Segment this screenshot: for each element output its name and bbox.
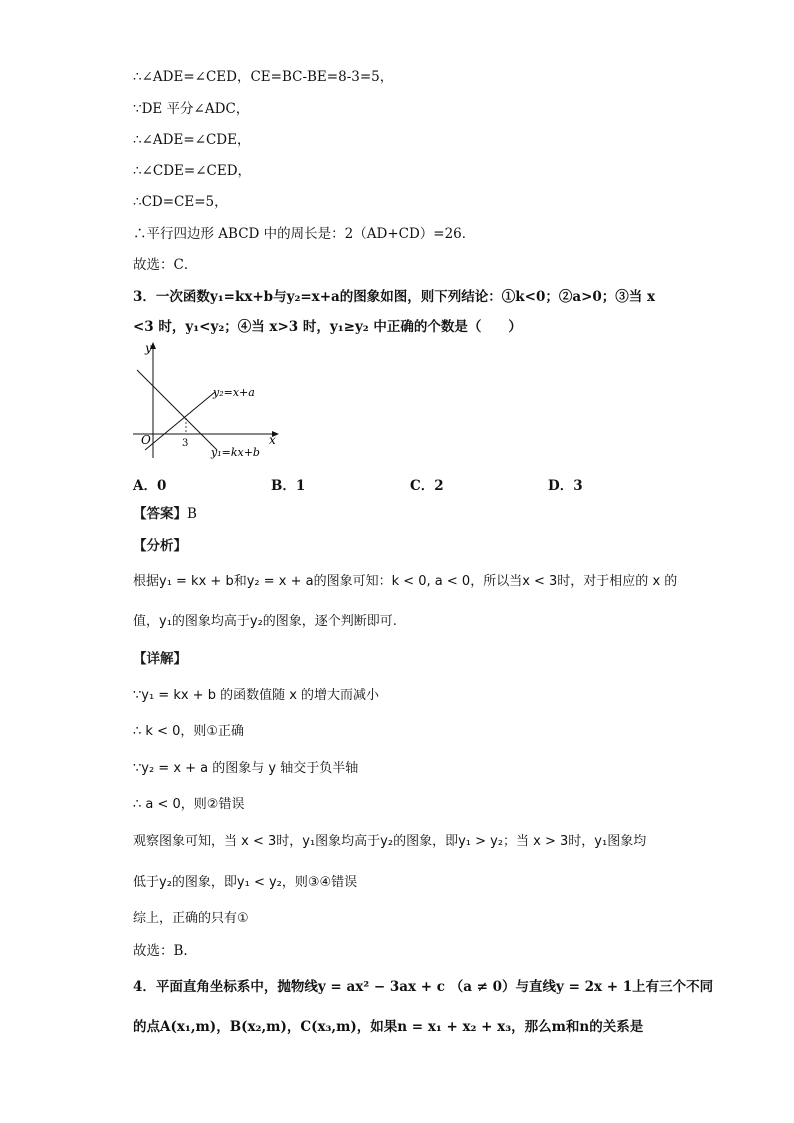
analysis-tag: 【分析】 xyxy=(133,538,187,554)
question-4-stem: 的点A(x₁,m)，B(x₂,m)，C(x₃,m)，如果n = x₁ + x₂ + x₃，那么m和n的关系是 xyxy=(133,1019,644,1035)
detail-line: ∴ a < 0，则②错误 xyxy=(133,797,245,812)
solution-line: ∴∠ADE=∠CED，CE=BC-BE=8-3=5， xyxy=(133,69,394,85)
origin-label: O xyxy=(141,433,151,447)
option-d: D．3 xyxy=(548,478,583,494)
line-y1-label: y₁=kx+b xyxy=(211,446,260,459)
detail-line: ∵y₁ = kx + b 的函数值随 x 的增大而减小 xyxy=(133,688,380,703)
detail-line: 故选：B. xyxy=(133,943,188,959)
question-3-stem: 3．一次函数y₁=kx+b与y₂=x+a的图象如图，则下列结论：①k<0；②a>0；③当 x xyxy=(133,289,656,305)
detail-line: ∴ k < 0，则①正确 xyxy=(133,724,245,739)
option-c: C．2 xyxy=(410,478,444,494)
detail-line: 观察图象可知，当 x < 3时，y₁图象均高于y₂的图象，即y₁ > y₂；当 x > 3时，y₁图象均 xyxy=(133,834,647,849)
detail-line: 综上，正确的只有① xyxy=(133,911,249,926)
question-3-stem: <3 时，y₁<y₂；④当 x>3 时，y₁≥y₂ 中正确的个数是（ ） xyxy=(133,319,522,335)
function-graph xyxy=(125,340,285,462)
solution-line: ∴平行四边形 ABCD 中的周长是：2（AD+CD）=26． xyxy=(133,226,476,242)
answer-line xyxy=(133,505,197,523)
answer-tag: 【答案】 xyxy=(133,506,187,522)
detail-tag: 【详解】 xyxy=(133,651,187,667)
detail-line: 低于y₂的图象，即y₁ < y₂，则③④错误 xyxy=(133,875,358,890)
question-4-stem: 4．平面直角坐标系中，抛物线y = ax² − 3ax + c （a ≠ 0）与直线y = 2x + 1上有三个不同 xyxy=(133,979,714,995)
analysis-line: 根据y₁ = kx + b和y₂ = x + a的图象可知：k < 0, a < 0，所以当x < 3时，对于相应的 x 的 xyxy=(133,574,678,589)
analysis-line: 值，y₁的图象均高于y₂的图象，逐个判断即可. xyxy=(133,614,397,629)
solution-line: ∴∠ADE=∠CDE， xyxy=(133,132,251,148)
answer-value: B xyxy=(187,506,197,522)
solution-line: ∴∠CDE=∠CED， xyxy=(133,163,252,179)
x-axis-label: x xyxy=(269,433,276,447)
option-b: B．1 xyxy=(271,478,306,494)
line-y2-label: y₂=x+a xyxy=(213,386,255,399)
tick-label: 3 xyxy=(182,438,189,449)
solution-line: ∵DE 平分∠ADC， xyxy=(133,101,250,117)
y-axis-label: y xyxy=(145,341,152,355)
option-a: A．0 xyxy=(133,478,167,494)
solution-line: 故选：C． xyxy=(133,257,198,273)
solution-line: ∴CD=CE=5， xyxy=(133,194,228,210)
detail-line: ∵y₂ = x + a 的图象与 y 轴交于负半轴 xyxy=(133,761,359,776)
